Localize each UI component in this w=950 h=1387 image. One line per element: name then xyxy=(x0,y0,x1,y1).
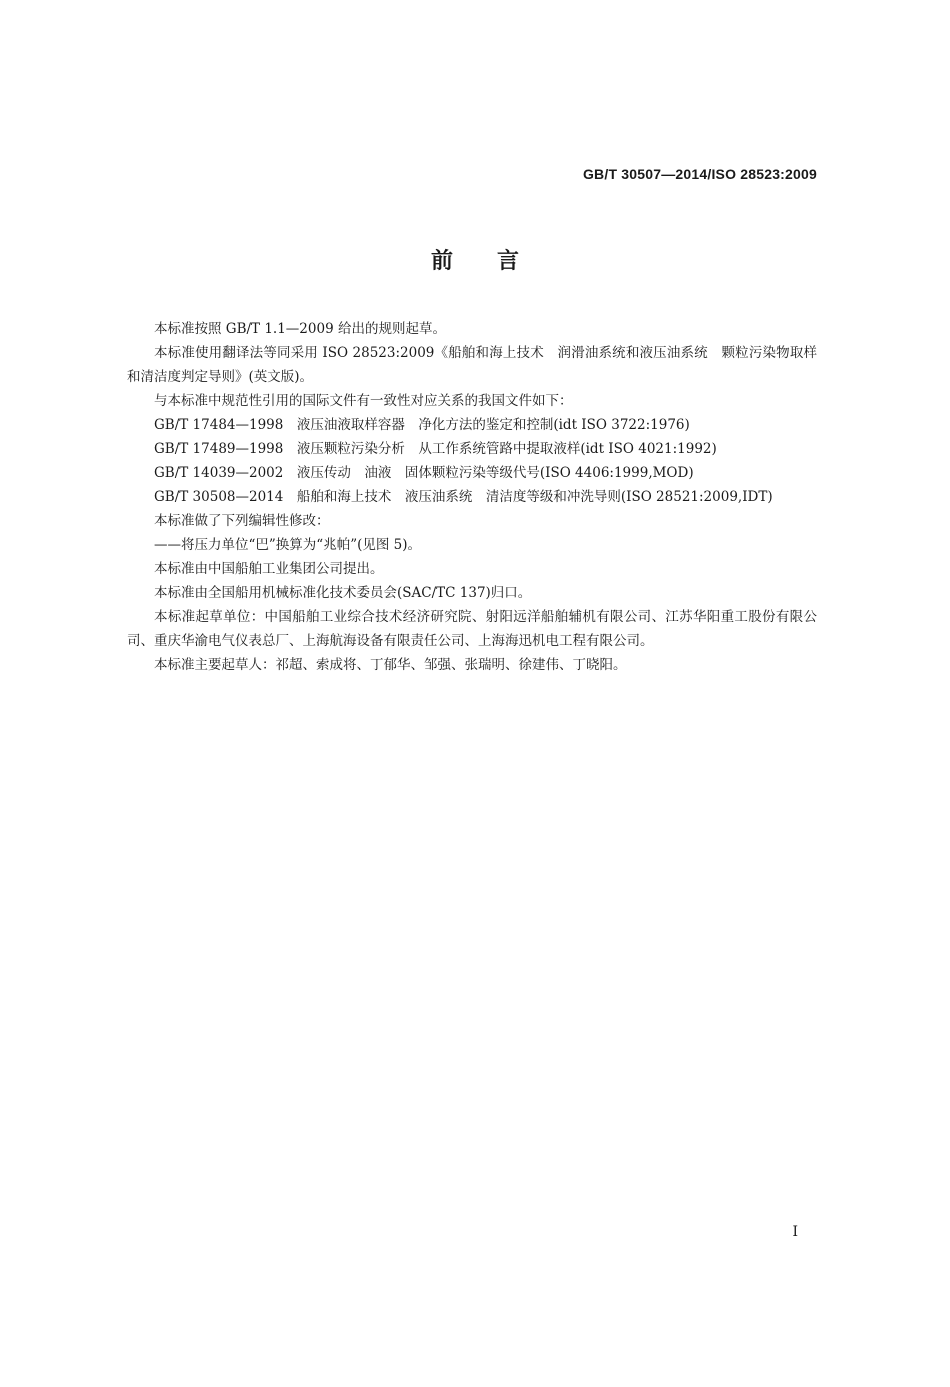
reference-item: GB/T 14039—2002 液压传动 油液 固体颗粒污染等级代号(ISO 4406:1999,MOD) xyxy=(154,465,694,481)
paragraph-drafters: 本标准主要起草人：祁超、索成将、丁郁华、邹强、张瑞明、徐建伟、丁晓阳。 xyxy=(154,657,627,673)
standard-code-header: GB/T 30507—2014/ISO 28523:2009 xyxy=(582,166,817,182)
paragraph-committee: 本标准由全国船用机械标准化技术委员会(SAC/TC 137)归口。 xyxy=(154,585,532,601)
document-body xyxy=(127,317,817,677)
paragraph-references-intro: 与本标准中规范性引用的国际文件有一致性对应关系的我国文件如下： xyxy=(154,393,573,409)
page-title: 前言 xyxy=(430,249,563,274)
reference-item: GB/T 17489—1998 液压颗粒污染分析 从工作系统管路中提取液样(idt ISO 4021:1992) xyxy=(154,441,717,457)
editorial-item: ——将压力单位“巴”换算为“兆帕”(见图 5)。 xyxy=(154,537,422,553)
paragraph-adoption: 本标准使用翻译法等同采用 ISO 28523:2009《船舶和海上技术 润滑油系统和液压油系统 颗粒污染物取样和清洁度判定导则》(英文版)。 xyxy=(127,345,817,385)
paragraph-drafting-rules: 本标准按照 GB/T 1.1—2009 给出的规则起草。 xyxy=(154,321,446,337)
paragraph-proposer: 本标准由中国船舶工业集团公司提出。 xyxy=(154,561,384,577)
editorial-intro: 本标准做了下列编辑性修改： xyxy=(154,513,330,529)
reference-item: GB/T 30508—2014 船舶和海上技术 液压油系统 清洁度等级和冲洗导则(ISO 28521:2009,IDT) xyxy=(154,489,773,505)
page-number: I xyxy=(792,1224,798,1240)
reference-item: GB/T 17484—1998 液压油液取样容器 净化方法的鉴定和控制(idt ISO 3722:1976) xyxy=(154,417,690,433)
paragraph-drafting-units: 本标准起草单位：中国船舶工业综合技术经济研究院、射阳远洋船舶辅机有限公司、江苏华阳重工股份有限公司、重庆华渝电气仪表总厂、上海航海设备有限责任公司、上海海迅机电工程有限公司。 xyxy=(127,609,817,649)
